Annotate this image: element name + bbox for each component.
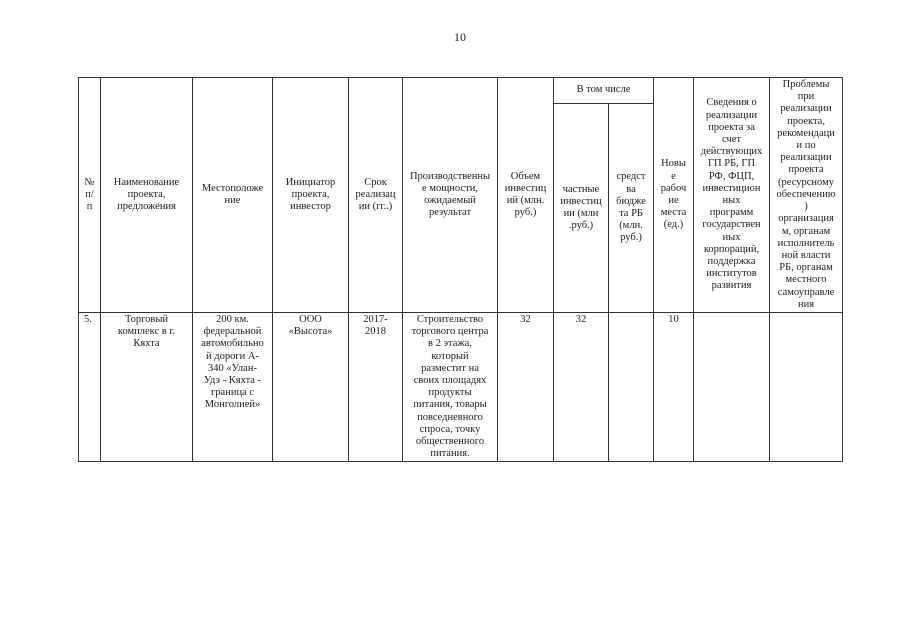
- cell-initiator: ООО «Высота»: [273, 313, 349, 462]
- header-problems: Проблемы при реализации проекта, рекомендаци и по реализации проекта (ресурсному обеспечению ) организация м, органам исполнитель ной власти РБ, органам местного самоуправле ния: [770, 78, 843, 313]
- cell-implementation-info: [694, 313, 770, 462]
- cell-num: 5.: [79, 313, 101, 462]
- header-capacity: Производственны е мощности, ожидаемый результат: [403, 78, 498, 313]
- header-location: Местоположе ние: [193, 78, 273, 313]
- header-project-name: Наименование проекта, предложения: [101, 78, 193, 313]
- header-including-group: В том числе: [554, 78, 654, 104]
- table-row: [79, 313, 843, 462]
- cell-capacity: Строительство торгового центра в 2 этажа, который разместит на своих площадях продукты питания, товары повседневного спроса, точку общественного питания.: [403, 313, 498, 462]
- cell-investment-total: 32: [498, 313, 554, 462]
- page-number: 10: [454, 30, 466, 44]
- cell-term: 2017- 2018: [349, 313, 403, 462]
- header-row: [79, 78, 843, 104]
- projects-table: [78, 77, 843, 462]
- table-header: [79, 78, 843, 313]
- header-term: Срок реализац ии (гг..): [349, 78, 403, 313]
- header-budget-funds: средст ва бюдже та РБ (млн. руб.): [609, 104, 654, 313]
- header-new-jobs: Новы е рабоч ие места (ед.): [654, 78, 694, 313]
- cell-private-investment: 32: [554, 313, 609, 462]
- header-num: № п/ п: [79, 78, 101, 313]
- cell-problems: [770, 313, 843, 462]
- table-body: [79, 313, 843, 462]
- header-investment-total: Объем инвестиц ий (млн. руб.): [498, 78, 554, 313]
- cell-location: 200 км. федеральной автомобильно й дороги А- 340 «Улан- Удэ - Кяхта - граница с Монголией»: [193, 313, 273, 462]
- header-initiator: Инициатор проекта, инвестор: [273, 78, 349, 313]
- header-private-investment: частные инвестиц ии (млн .руб.): [554, 104, 609, 313]
- cell-project-name: Торговый комплекс в г. Кяхта: [101, 313, 193, 462]
- cell-budget-funds: [609, 313, 654, 462]
- header-implementation-info: Сведения о реализации проекта за счет действующих ГП РБ, ГП РФ, ФЦП, инвестицион ных программ государствен ных корпораций, поддержка институтов развития: [694, 78, 770, 313]
- cell-new-jobs: 10: [654, 313, 694, 462]
